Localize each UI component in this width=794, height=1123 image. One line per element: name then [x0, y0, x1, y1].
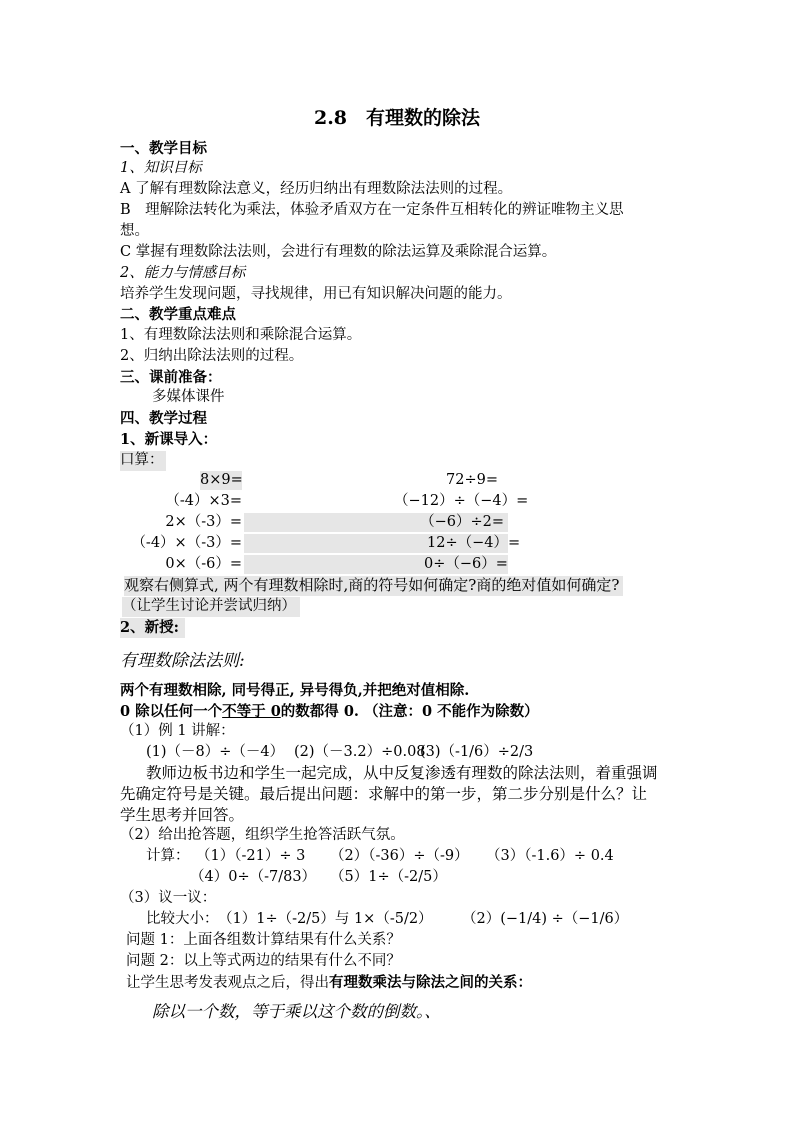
- discuss-note: （让学生讨论并尝试归纳）: [122, 597, 300, 617]
- question-1: 问题 1：上面各组数计算结果有什么关系？: [126, 932, 401, 948]
- calc-4: （4）0÷（-7/83）: [190, 869, 317, 885]
- ability-text: 培养学生发现问题，寻找规律，用已有知识解决问题的能力。: [120, 286, 512, 302]
- compare-2: （2）(−1/4) ÷（−1/6）: [462, 911, 629, 927]
- left-expr-2: （-4）×3=: [165, 493, 242, 509]
- left-expr-4: （-4）×（-3）=: [131, 535, 242, 551]
- left-expr-3: 2×（-3）=: [165, 514, 242, 530]
- quiz-heading: （2）给出抢答题，组织学生抢答活跃气氛。: [120, 827, 405, 843]
- subheading-knowledge: 1、知识目标: [120, 160, 202, 176]
- teaching-para-2: 先确定符号是关键。最后提出问题：求解中的第一步，第二步分别是什么？让: [120, 785, 648, 803]
- conclusion: [126, 973, 532, 993]
- example-2: (2)（－3.2）÷0.08: [294, 744, 426, 760]
- example-3: (3)（-1/6）÷2/3: [420, 744, 534, 760]
- section-heading-keypoints: 二、教学重点难点: [120, 306, 236, 323]
- right-expr-5: 0÷（−6）=: [424, 556, 508, 572]
- conclusion-bold: 有理数乘法与除法之间的关系：: [329, 974, 532, 991]
- objective-b-line2: 想。: [120, 223, 149, 239]
- section-heading-objectives: 一、教学目标: [120, 140, 207, 157]
- teaching-para-1: 教师边板书边和学生一起完成，从中反复渗透有理数的除法法则，着重强调: [146, 764, 658, 782]
- compare-label: 比较大小：: [146, 911, 219, 927]
- section-heading-process: 四、教学过程: [120, 410, 207, 427]
- right-expr-1: 72÷9=: [446, 472, 498, 488]
- discuss-heading: （3）议一议：: [120, 890, 217, 906]
- calc-2: （2）（-36）÷（-9）: [330, 848, 469, 864]
- conclusion-prefix: 让学生思考发表观点之后，得出: [126, 975, 329, 991]
- zero-rule-prefix: 0 除以任何一个: [120, 703, 223, 720]
- section-heading-preparation: 三、课前准备：: [120, 369, 222, 386]
- zero-rule-suffix: 的数都得 0. （注意：0 不能作为除数）: [280, 703, 539, 720]
- question-2: 问题 2：以上等式两边的结果有什么不同？: [126, 953, 401, 969]
- keypoint-2: 2、归纳出除法法则的过程。: [120, 348, 304, 364]
- observe-question: 观察右侧算式, 两个有理数相除时,商的符号如何确定?商的绝对值如何确定?: [124, 576, 623, 596]
- preparation-item: 多媒体课件: [152, 389, 225, 405]
- subheading-ability: 2、能力与情感目标: [120, 265, 246, 281]
- final-rule: 除以一个数，等于乘以这个数的倒数。、: [152, 1002, 441, 1021]
- lesson-intro-heading: 1、新课导入：: [120, 431, 218, 448]
- left-expr-1: 8×9=: [200, 472, 243, 488]
- objective-b-line1: B 理解除法转化为乘法，体验矛盾双方在一定条件互相转化的辨证唯物主义思: [120, 202, 624, 218]
- new-lesson-heading: 2、新授:: [120, 618, 185, 638]
- zero-rule: [120, 702, 539, 722]
- right-expr-2: （−12）÷（−4）=: [394, 493, 529, 509]
- calc-1: （1）（-21）÷ 3: [196, 848, 306, 864]
- objective-c: C 掌握有理数除法法则，会进行有理数的除法运算及乘除混合运算。: [120, 244, 557, 260]
- teaching-para-3: 学生思考并回答。: [120, 806, 245, 824]
- objective-a: A 了解有理数除法意义，经历归纳出有理数除法法则的过程。: [120, 181, 513, 197]
- rule-title: 有理数除法法则:: [120, 651, 245, 671]
- example-heading: （1）例 1 讲解：: [120, 723, 235, 739]
- oral-calc-label: 口算：: [120, 451, 166, 471]
- calc-3: （3）（-1.6）÷ 0.4: [486, 848, 614, 864]
- compare-1: （1）1÷（-2/5）与 1×（-5/2）: [218, 911, 433, 927]
- calc-label: 计算：: [146, 848, 190, 864]
- right-expr-4: 12÷（−4）=: [427, 535, 521, 551]
- left-expr-5: 0×（-6）=: [165, 556, 242, 572]
- division-rule: 两个有理数相除, 同号得正, 异号得负,并把绝对值相除.: [120, 682, 470, 699]
- right-expr-3: （−6）÷2=: [420, 514, 504, 530]
- zero-rule-underlined: 不等于 0: [222, 703, 281, 720]
- example-1: (1)（－8）÷（－4）: [146, 744, 285, 760]
- page-title: 2.8 有理数的除法: [313, 107, 481, 129]
- keypoint-1: 1、有理数除法法则和乘除混合运算。: [120, 327, 362, 343]
- calc-5: （5）1÷（-2/5）: [330, 869, 447, 885]
